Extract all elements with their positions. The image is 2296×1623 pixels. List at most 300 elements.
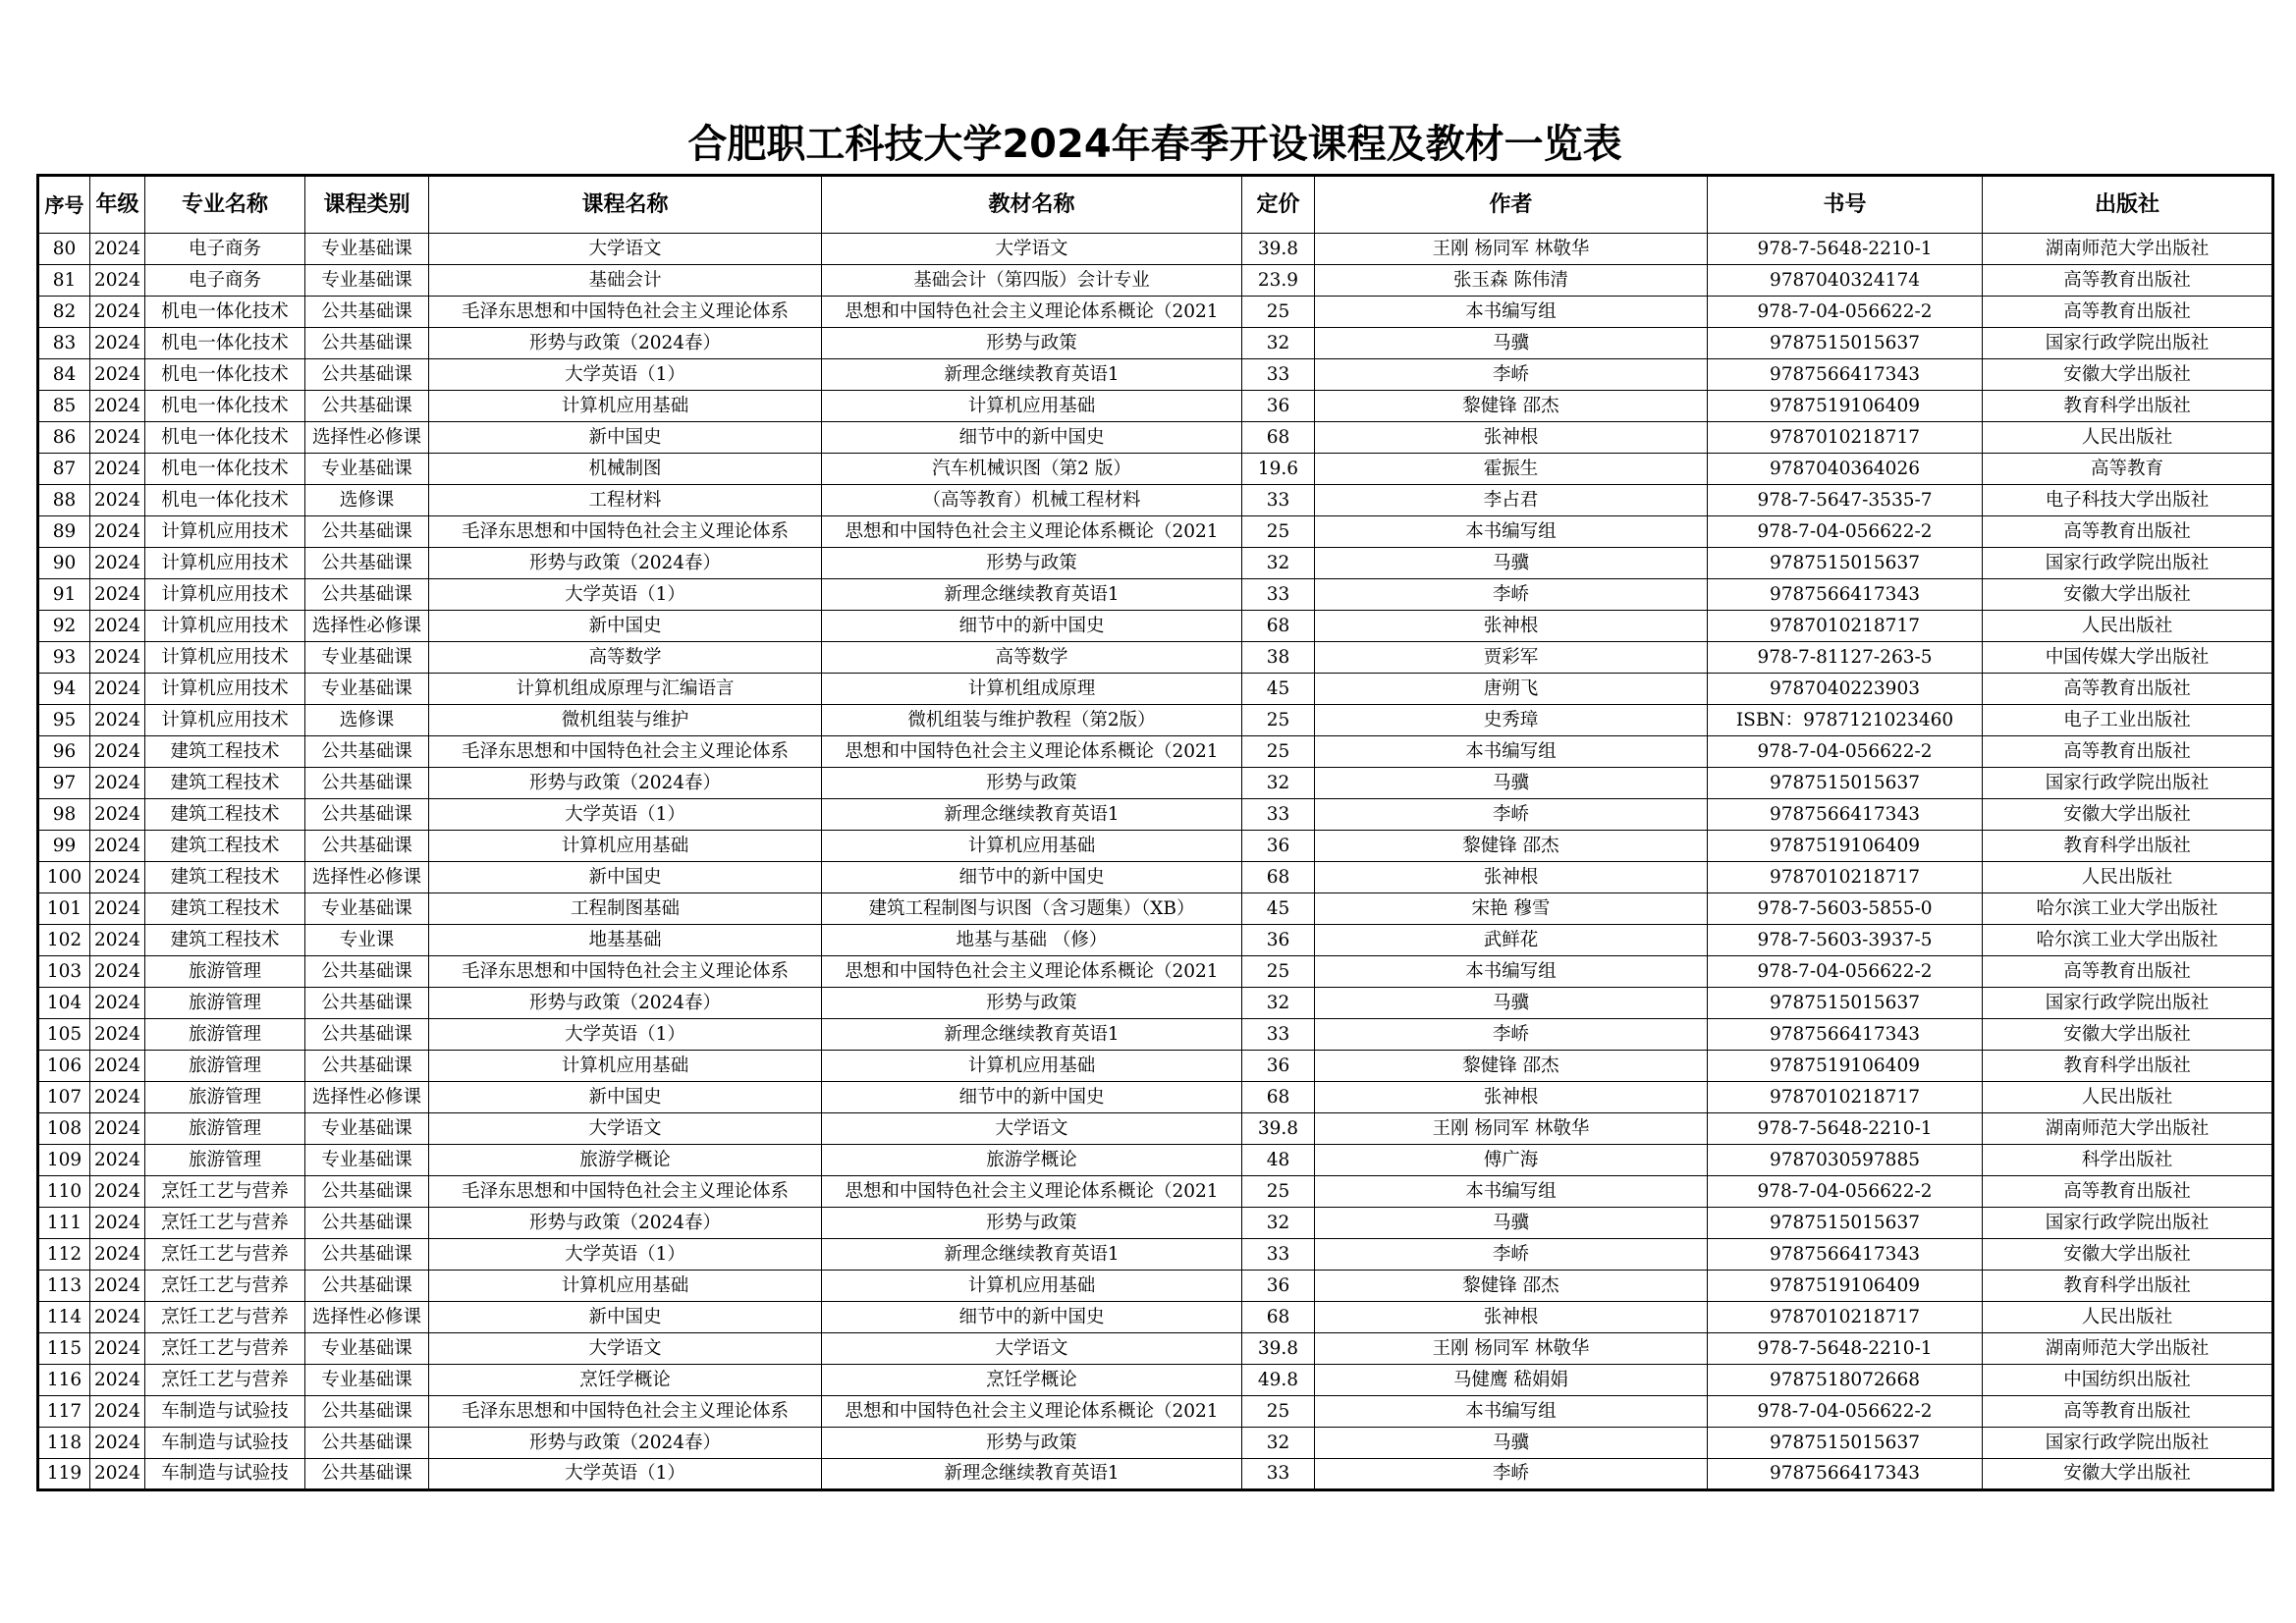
cell-textbook: 思想和中国特色社会主义理论体系概论（2021 <box>822 736 1242 768</box>
cell-course-name: 基础会计 <box>429 265 822 297</box>
cell-grade: 2024 <box>90 1145 145 1176</box>
cell-course-name: 大学语文 <box>429 1333 822 1365</box>
cell-index: 114 <box>38 1302 90 1333</box>
cell-price: 32 <box>1242 768 1315 799</box>
table-row <box>38 265 2273 297</box>
cell-author: 马骥 <box>1315 328 1708 359</box>
cell-author: 史秀璋 <box>1315 705 1708 736</box>
cell-author: 马骥 <box>1315 768 1708 799</box>
cell-major: 旅游管理 <box>145 956 305 988</box>
cell-textbook: （高等教育）机械工程材料 <box>822 485 1242 516</box>
cell-course-name: 毛泽东思想和中国特色社会主义理论体系 <box>429 1176 822 1208</box>
table-row <box>38 1145 2273 1176</box>
cell-textbook: 新理念继续教育英语1 <box>822 359 1242 391</box>
cell-major: 车制造与试验技 <box>145 1459 305 1490</box>
cell-major: 建筑工程技术 <box>145 831 305 862</box>
cell-grade: 2024 <box>90 1176 145 1208</box>
cell-grade: 2024 <box>90 1459 145 1490</box>
cell-publisher: 国家行政学院出版社 <box>1983 328 2273 359</box>
cell-author: 唐朔飞 <box>1315 674 1708 705</box>
cell-grade: 2024 <box>90 1019 145 1051</box>
cell-grade: 2024 <box>90 1271 145 1302</box>
table-row <box>38 1019 2273 1051</box>
cell-price: 25 <box>1242 1176 1315 1208</box>
cell-index: 105 <box>38 1019 90 1051</box>
table-row <box>38 799 2273 831</box>
cell-course-name: 计算机应用基础 <box>429 831 822 862</box>
cell-grade: 2024 <box>90 1113 145 1145</box>
cell-grade: 2024 <box>90 297 145 328</box>
cell-index: 107 <box>38 1082 90 1113</box>
header-row <box>38 176 2273 234</box>
cell-index: 103 <box>38 956 90 988</box>
cell-major: 机电一体化技术 <box>145 391 305 422</box>
cell-author: 张玉森 陈伟清 <box>1315 265 1708 297</box>
table-row <box>38 297 2273 328</box>
cell-course-name: 形势与政策（2024春） <box>429 1208 822 1239</box>
cell-major: 建筑工程技术 <box>145 893 305 925</box>
cell-grade: 2024 <box>90 1239 145 1271</box>
cell-author: 李峤 <box>1315 1019 1708 1051</box>
cell-index: 97 <box>38 768 90 799</box>
table-row <box>38 1082 2273 1113</box>
column-header-index: 序号 <box>38 176 90 234</box>
cell-grade: 2024 <box>90 831 145 862</box>
cell-course-name: 形势与政策（2024春） <box>429 548 822 579</box>
cell-major: 建筑工程技术 <box>145 862 305 893</box>
column-header-price: 定价 <box>1242 176 1315 234</box>
cell-major: 计算机应用技术 <box>145 642 305 674</box>
cell-textbook: 基础会计（第四版）会计专业 <box>822 265 1242 297</box>
cell-index: 86 <box>38 422 90 454</box>
table-row <box>38 956 2273 988</box>
cell-course-name: 大学英语（1） <box>429 1459 822 1490</box>
cell-isbn: 9787518072668 <box>1708 1365 1983 1396</box>
cell-author: 李占君 <box>1315 485 1708 516</box>
cell-course-type: 公共基础课 <box>305 1051 429 1082</box>
cell-major: 计算机应用技术 <box>145 579 305 611</box>
cell-textbook: 新理念继续教育英语1 <box>822 799 1242 831</box>
cell-isbn: 9787010218717 <box>1708 1082 1983 1113</box>
column-header-major: 专业名称 <box>145 176 305 234</box>
cell-major: 计算机应用技术 <box>145 705 305 736</box>
cell-course-type: 公共基础课 <box>305 799 429 831</box>
table-row <box>38 1396 2273 1428</box>
cell-index: 99 <box>38 831 90 862</box>
cell-grade: 2024 <box>90 485 145 516</box>
cell-course-name: 毛泽东思想和中国特色社会主义理论体系 <box>429 516 822 548</box>
cell-major: 旅游管理 <box>145 1113 305 1145</box>
cell-course-name: 新中国史 <box>429 611 822 642</box>
cell-price: 25 <box>1242 705 1315 736</box>
cell-price: 25 <box>1242 297 1315 328</box>
cell-course-type: 公共基础课 <box>305 768 429 799</box>
cell-author: 李峤 <box>1315 1239 1708 1271</box>
cell-grade: 2024 <box>90 1365 145 1396</box>
cell-author: 李峤 <box>1315 1459 1708 1490</box>
cell-isbn: 9787040324174 <box>1708 265 1983 297</box>
cell-author: 李峤 <box>1315 799 1708 831</box>
cell-grade: 2024 <box>90 1333 145 1365</box>
cell-price: 49.8 <box>1242 1365 1315 1396</box>
cell-textbook: 细节中的新中国史 <box>822 611 1242 642</box>
cell-index: 117 <box>38 1396 90 1428</box>
cell-isbn: 9787566417343 <box>1708 799 1983 831</box>
cell-course-name: 新中国史 <box>429 1082 822 1113</box>
cell-author: 本书编写组 <box>1315 297 1708 328</box>
cell-grade: 2024 <box>90 422 145 454</box>
cell-price: 36 <box>1242 1271 1315 1302</box>
table-row <box>38 1459 2273 1490</box>
cell-price: 33 <box>1242 1019 1315 1051</box>
cell-author: 黎健锋 邵杰 <box>1315 1271 1708 1302</box>
cell-course-name: 烹饪学概论 <box>429 1365 822 1396</box>
cell-price: 39.8 <box>1242 1113 1315 1145</box>
cell-major: 建筑工程技术 <box>145 925 305 956</box>
cell-major: 计算机应用技术 <box>145 516 305 548</box>
cell-publisher: 国家行政学院出版社 <box>1983 548 2273 579</box>
cell-major: 烹饪工艺与营养 <box>145 1271 305 1302</box>
cell-course-type: 公共基础课 <box>305 736 429 768</box>
cell-author: 张神根 <box>1315 611 1708 642</box>
table-row <box>38 674 2273 705</box>
cell-course-type: 公共基础课 <box>305 1176 429 1208</box>
cell-publisher: 湖南师范大学出版社 <box>1983 1333 2273 1365</box>
cell-textbook: 新理念继续教育英语1 <box>822 1239 1242 1271</box>
cell-publisher: 安徽大学出版社 <box>1983 1019 2273 1051</box>
cell-publisher: 安徽大学出版社 <box>1983 1239 2273 1271</box>
cell-publisher: 高等教育出版社 <box>1983 674 2273 705</box>
cell-course-name: 毛泽东思想和中国特色社会主义理论体系 <box>429 736 822 768</box>
cell-isbn: 978-7-5647-3535-7 <box>1708 485 1983 516</box>
cell-textbook: 汽车机械识图（第2 版） <box>822 454 1242 485</box>
cell-textbook: 形势与政策 <box>822 1428 1242 1459</box>
cell-index: 108 <box>38 1113 90 1145</box>
table-row <box>38 579 2273 611</box>
cell-grade: 2024 <box>90 391 145 422</box>
cell-index: 101 <box>38 893 90 925</box>
cell-author: 黎健锋 邵杰 <box>1315 1051 1708 1082</box>
cell-isbn: 978-7-04-056622-2 <box>1708 297 1983 328</box>
cell-isbn: 9787566417343 <box>1708 359 1983 391</box>
cell-author: 霍振生 <box>1315 454 1708 485</box>
cell-index: 109 <box>38 1145 90 1176</box>
cell-price: 25 <box>1242 516 1315 548</box>
cell-isbn: 9787030597885 <box>1708 1145 1983 1176</box>
cell-publisher: 高等教育 <box>1983 454 2273 485</box>
cell-author: 傅广海 <box>1315 1145 1708 1176</box>
column-header-publisher: 出版社 <box>1983 176 2273 234</box>
cell-isbn: 978-7-04-056622-2 <box>1708 1396 1983 1428</box>
cell-index: 104 <box>38 988 90 1019</box>
cell-course-name: 大学语文 <box>429 234 822 265</box>
cell-index: 112 <box>38 1239 90 1271</box>
cell-index: 87 <box>38 454 90 485</box>
table-row <box>38 422 2273 454</box>
cell-major: 烹饪工艺与营养 <box>145 1208 305 1239</box>
table-row <box>38 234 2273 265</box>
cell-author: 马骥 <box>1315 1208 1708 1239</box>
cell-textbook: 新理念继续教育英语1 <box>822 1019 1242 1051</box>
cell-textbook: 思想和中国特色社会主义理论体系概论（2021 <box>822 1176 1242 1208</box>
cell-index: 92 <box>38 611 90 642</box>
cell-textbook: 思想和中国特色社会主义理论体系概论（2021 <box>822 297 1242 328</box>
table-row <box>38 454 2273 485</box>
table-row <box>38 925 2273 956</box>
column-header-course-name: 课程名称 <box>429 176 822 234</box>
cell-publisher: 教育科学出版社 <box>1983 1051 2273 1082</box>
cell-major: 机电一体化技术 <box>145 422 305 454</box>
cell-price: 36 <box>1242 831 1315 862</box>
cell-major: 旅游管理 <box>145 1051 305 1082</box>
cell-index: 94 <box>38 674 90 705</box>
cell-course-name: 工程制图基础 <box>429 893 822 925</box>
cell-course-name: 形势与政策（2024春） <box>429 988 822 1019</box>
table-row <box>38 1113 2273 1145</box>
cell-textbook: 形势与政策 <box>822 988 1242 1019</box>
cell-author: 黎健锋 邵杰 <box>1315 831 1708 862</box>
cell-textbook: 思想和中国特色社会主义理论体系概论（2021 <box>822 516 1242 548</box>
cell-isbn: 9787566417343 <box>1708 1239 1983 1271</box>
cell-publisher: 高等教育出版社 <box>1983 265 2273 297</box>
table-row <box>38 831 2273 862</box>
cell-course-name: 新中国史 <box>429 862 822 893</box>
cell-price: 32 <box>1242 328 1315 359</box>
cell-major: 计算机应用技术 <box>145 548 305 579</box>
cell-author: 本书编写组 <box>1315 1176 1708 1208</box>
cell-major: 旅游管理 <box>145 1019 305 1051</box>
cell-isbn: 9787040223903 <box>1708 674 1983 705</box>
cell-course-type: 公共基础课 <box>305 1396 429 1428</box>
cell-publisher: 人民出版社 <box>1983 1302 2273 1333</box>
cell-course-name: 毛泽东思想和中国特色社会主义理论体系 <box>429 956 822 988</box>
cell-publisher: 高等教育出版社 <box>1983 736 2273 768</box>
cell-textbook: 计算机应用基础 <box>822 391 1242 422</box>
cell-price: 33 <box>1242 359 1315 391</box>
cell-index: 111 <box>38 1208 90 1239</box>
cell-index: 82 <box>38 297 90 328</box>
cell-grade: 2024 <box>90 799 145 831</box>
cell-major: 旅游管理 <box>145 988 305 1019</box>
cell-author: 李峤 <box>1315 579 1708 611</box>
cell-index: 102 <box>38 925 90 956</box>
cell-publisher: 人民出版社 <box>1983 862 2273 893</box>
table-row <box>38 391 2273 422</box>
cell-publisher: 中国传媒大学出版社 <box>1983 642 2273 674</box>
cell-index: 89 <box>38 516 90 548</box>
cell-course-type: 专业基础课 <box>305 1145 429 1176</box>
cell-course-type: 公共基础课 <box>305 548 429 579</box>
cell-grade: 2024 <box>90 705 145 736</box>
cell-course-type: 公共基础课 <box>305 1019 429 1051</box>
cell-major: 机电一体化技术 <box>145 328 305 359</box>
cell-textbook: 计算机应用基础 <box>822 831 1242 862</box>
table-row <box>38 485 2273 516</box>
cell-grade: 2024 <box>90 642 145 674</box>
cell-course-name: 大学英语（1） <box>429 799 822 831</box>
cell-grade: 2024 <box>90 736 145 768</box>
cell-price: 68 <box>1242 611 1315 642</box>
cell-price: 32 <box>1242 1208 1315 1239</box>
cell-publisher: 哈尔滨工业大学出版社 <box>1983 925 2273 956</box>
cell-major: 车制造与试验技 <box>145 1428 305 1459</box>
cell-course-name: 微机组装与维护 <box>429 705 822 736</box>
cell-textbook: 大学语文 <box>822 1113 1242 1145</box>
cell-grade: 2024 <box>90 1082 145 1113</box>
cell-author: 张神根 <box>1315 422 1708 454</box>
cell-publisher: 中国纺织出版社 <box>1983 1365 2273 1396</box>
page-title: 合肥职工科技大学2024年春季开设课程及教材一览表 <box>687 122 1622 167</box>
cell-author: 本书编写组 <box>1315 956 1708 988</box>
cell-isbn: 9787040364026 <box>1708 454 1983 485</box>
cell-price: 39.8 <box>1242 1333 1315 1365</box>
cell-price: 68 <box>1242 422 1315 454</box>
cell-publisher: 高等教育出版社 <box>1983 516 2273 548</box>
cell-isbn: 978-7-5648-2210-1 <box>1708 1333 1983 1365</box>
cell-price: 25 <box>1242 1396 1315 1428</box>
cell-course-type: 选择性必修课 <box>305 1302 429 1333</box>
cell-course-type: 专业基础课 <box>305 234 429 265</box>
cell-course-name: 机械制图 <box>429 454 822 485</box>
cell-course-type: 公共基础课 <box>305 579 429 611</box>
cell-isbn: 978-7-81127-263-5 <box>1708 642 1983 674</box>
cell-publisher: 人民出版社 <box>1983 611 2273 642</box>
cell-major: 烹饪工艺与营养 <box>145 1239 305 1271</box>
cell-isbn: 978-7-5648-2210-1 <box>1708 234 1983 265</box>
cell-course-name: 计算机应用基础 <box>429 391 822 422</box>
cell-price: 45 <box>1242 893 1315 925</box>
cell-publisher: 国家行政学院出版社 <box>1983 768 2273 799</box>
cell-price: 36 <box>1242 391 1315 422</box>
cell-price: 39.8 <box>1242 234 1315 265</box>
table-row <box>38 328 2273 359</box>
table-row <box>38 893 2273 925</box>
cell-course-type: 公共基础课 <box>305 1459 429 1490</box>
cell-index: 88 <box>38 485 90 516</box>
cell-textbook: 新理念继续教育英语1 <box>822 1459 1242 1490</box>
cell-publisher: 安徽大学出版社 <box>1983 1459 2273 1490</box>
cell-course-name: 形势与政策（2024春） <box>429 328 822 359</box>
cell-isbn: 9787010218717 <box>1708 862 1983 893</box>
cell-textbook: 形势与政策 <box>822 328 1242 359</box>
cell-course-type: 公共基础课 <box>305 297 429 328</box>
cell-major: 烹饪工艺与营养 <box>145 1365 305 1396</box>
table-row <box>38 1333 2273 1365</box>
cell-price: 33 <box>1242 1459 1315 1490</box>
cell-publisher: 安徽大学出版社 <box>1983 359 2273 391</box>
cell-publisher: 电子工业出版社 <box>1983 705 2273 736</box>
cell-price: 36 <box>1242 1051 1315 1082</box>
cell-major: 计算机应用技术 <box>145 674 305 705</box>
cell-textbook: 地基与基础 （修） <box>822 925 1242 956</box>
cell-publisher: 人民出版社 <box>1983 1082 2273 1113</box>
cell-publisher: 电子科技大学出版社 <box>1983 485 2273 516</box>
cell-textbook: 大学语文 <box>822 1333 1242 1365</box>
cell-isbn: 9787519106409 <box>1708 831 1983 862</box>
cell-price: 32 <box>1242 548 1315 579</box>
cell-isbn: 9787519106409 <box>1708 1271 1983 1302</box>
cell-course-name: 大学英语（1） <box>429 359 822 391</box>
cell-textbook: 高等数学 <box>822 642 1242 674</box>
cell-publisher: 教育科学出版社 <box>1983 391 2273 422</box>
cell-course-name: 计算机组成原理与汇编语言 <box>429 674 822 705</box>
cell-price: 19.6 <box>1242 454 1315 485</box>
cell-author: 张神根 <box>1315 1082 1708 1113</box>
cell-course-name: 形势与政策（2024春） <box>429 1428 822 1459</box>
cell-index: 110 <box>38 1176 90 1208</box>
cell-course-type: 公共基础课 <box>305 516 429 548</box>
cell-course-name: 大学英语（1） <box>429 1019 822 1051</box>
cell-author: 张神根 <box>1315 862 1708 893</box>
cell-course-type: 专业基础课 <box>305 1333 429 1365</box>
cell-publisher: 高等教育出版社 <box>1983 297 2273 328</box>
table-row <box>38 736 2273 768</box>
cell-isbn: 978-7-04-056622-2 <box>1708 736 1983 768</box>
cell-textbook: 思想和中国特色社会主义理论体系概论（2021 <box>822 1396 1242 1428</box>
cell-textbook: 细节中的新中国史 <box>822 1302 1242 1333</box>
cell-isbn: 9787010218717 <box>1708 611 1983 642</box>
cell-price: 32 <box>1242 988 1315 1019</box>
cell-major: 电子商务 <box>145 265 305 297</box>
cell-price: 68 <box>1242 862 1315 893</box>
cell-author: 宋艳 穆雪 <box>1315 893 1708 925</box>
cell-grade: 2024 <box>90 674 145 705</box>
cell-textbook: 大学语文 <box>822 234 1242 265</box>
cell-course-type: 公共基础课 <box>305 359 429 391</box>
cell-course-type: 公共基础课 <box>305 956 429 988</box>
table-row <box>38 1176 2273 1208</box>
cell-index: 93 <box>38 642 90 674</box>
cell-textbook: 建筑工程制图与识图（含习题集）（XB） <box>822 893 1242 925</box>
cell-course-type: 公共基础课 <box>305 988 429 1019</box>
cell-major: 建筑工程技术 <box>145 768 305 799</box>
cell-grade: 2024 <box>90 862 145 893</box>
cell-publisher: 湖南师范大学出版社 <box>1983 1113 2273 1145</box>
cell-textbook: 微机组装与维护教程（第2版） <box>822 705 1242 736</box>
cell-author: 贾彩军 <box>1315 642 1708 674</box>
cell-index: 81 <box>38 265 90 297</box>
cell-textbook: 形势与政策 <box>822 768 1242 799</box>
cell-isbn: 9787515015637 <box>1708 1208 1983 1239</box>
cell-textbook: 计算机组成原理 <box>822 674 1242 705</box>
cell-index: 83 <box>38 328 90 359</box>
cell-grade: 2024 <box>90 265 145 297</box>
cell-textbook: 新理念继续教育英语1 <box>822 579 1242 611</box>
cell-course-type: 公共基础课 <box>305 1239 429 1271</box>
cell-course-type: 选择性必修课 <box>305 1082 429 1113</box>
cell-grade: 2024 <box>90 893 145 925</box>
cell-major: 电子商务 <box>145 234 305 265</box>
cell-course-name: 新中国史 <box>429 422 822 454</box>
cell-price: 45 <box>1242 674 1315 705</box>
cell-price: 33 <box>1242 485 1315 516</box>
cell-course-name: 高等数学 <box>429 642 822 674</box>
table-row <box>38 862 2273 893</box>
column-header-isbn: 书号 <box>1708 176 1983 234</box>
cell-author: 武鲜花 <box>1315 925 1708 956</box>
cell-course-type: 选修课 <box>305 705 429 736</box>
column-header-author: 作者 <box>1315 176 1708 234</box>
cell-author: 马健鹰 嵇娟娟 <box>1315 1365 1708 1396</box>
table-row <box>38 1271 2273 1302</box>
cell-author: 黎健锋 邵杰 <box>1315 391 1708 422</box>
cell-course-type: 公共基础课 <box>305 1271 429 1302</box>
cell-textbook: 计算机应用基础 <box>822 1271 1242 1302</box>
cell-isbn: 9787515015637 <box>1708 1428 1983 1459</box>
cell-course-type: 公共基础课 <box>305 328 429 359</box>
cell-course-name: 计算机应用基础 <box>429 1051 822 1082</box>
cell-price: 38 <box>1242 642 1315 674</box>
